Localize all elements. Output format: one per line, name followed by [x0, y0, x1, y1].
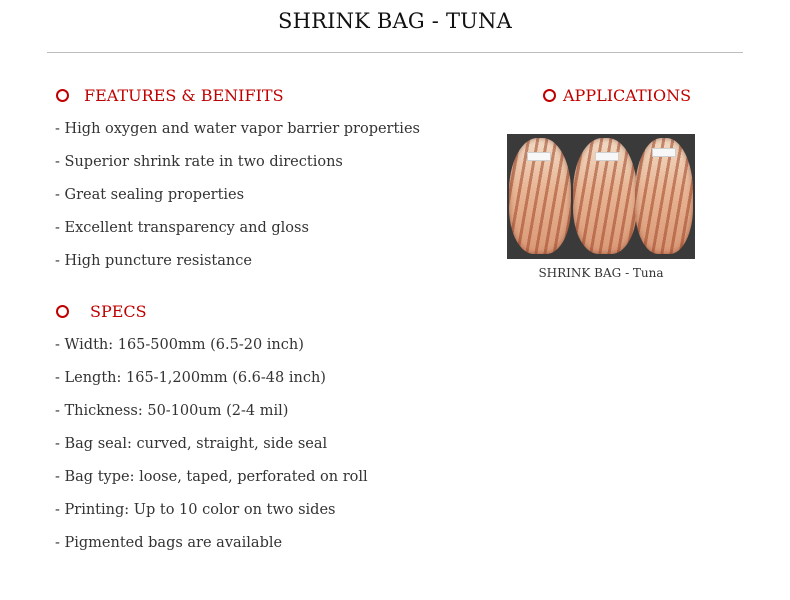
applications-heading — [543, 86, 691, 105]
circle-outline-icon — [56, 89, 69, 102]
list-item: - Superior shrink rate in two directions — [55, 154, 343, 170]
list-item: - Thickness: 50-100um (2-4 mil) — [55, 403, 289, 419]
title-divider — [47, 52, 743, 53]
page-title: SHRINK BAG - TUNA — [277, 9, 512, 33]
list-item: - Printing: Up to 10 color on two sides — [55, 502, 336, 518]
bag-label-image — [527, 152, 551, 161]
list-item: - Length: 165-1,200mm (6.6-48 inch) — [55, 370, 326, 386]
specs-list — [55, 335, 368, 566]
list-item: - High puncture resistance — [55, 253, 252, 269]
list-item: - Great sealing properties — [55, 187, 245, 203]
list-item: - Excellent transparency and gloss — [55, 220, 309, 236]
tuna-product-photo — [507, 134, 695, 259]
circle-outline-icon — [56, 305, 69, 318]
features-heading-label: FEATURES & BENIFITS — [84, 86, 284, 105]
list-item: - Bag seal: curved, straight, side seal — [55, 436, 328, 452]
applications-heading-label: APPLICATIONS — [563, 86, 692, 105]
features-list — [55, 119, 420, 284]
features-heading — [56, 86, 284, 105]
list-item: - Bag type: loose, taped, perforated on roll — [55, 469, 368, 485]
bag-label-image — [595, 152, 619, 161]
list-item: - Pigmented bags are available — [55, 535, 283, 551]
list-item: - Width: 165-500mm (6.5-20 inch) — [55, 337, 304, 353]
photo-caption: SHRINK BAG - Tuna — [538, 266, 664, 280]
circle-outline-icon — [543, 89, 556, 102]
bag-label-image — [652, 148, 676, 157]
specs-heading — [56, 302, 147, 321]
list-item: - High oxygen and water vapor barrier properties — [55, 121, 420, 137]
specs-heading-label: SPECS — [90, 302, 147, 321]
